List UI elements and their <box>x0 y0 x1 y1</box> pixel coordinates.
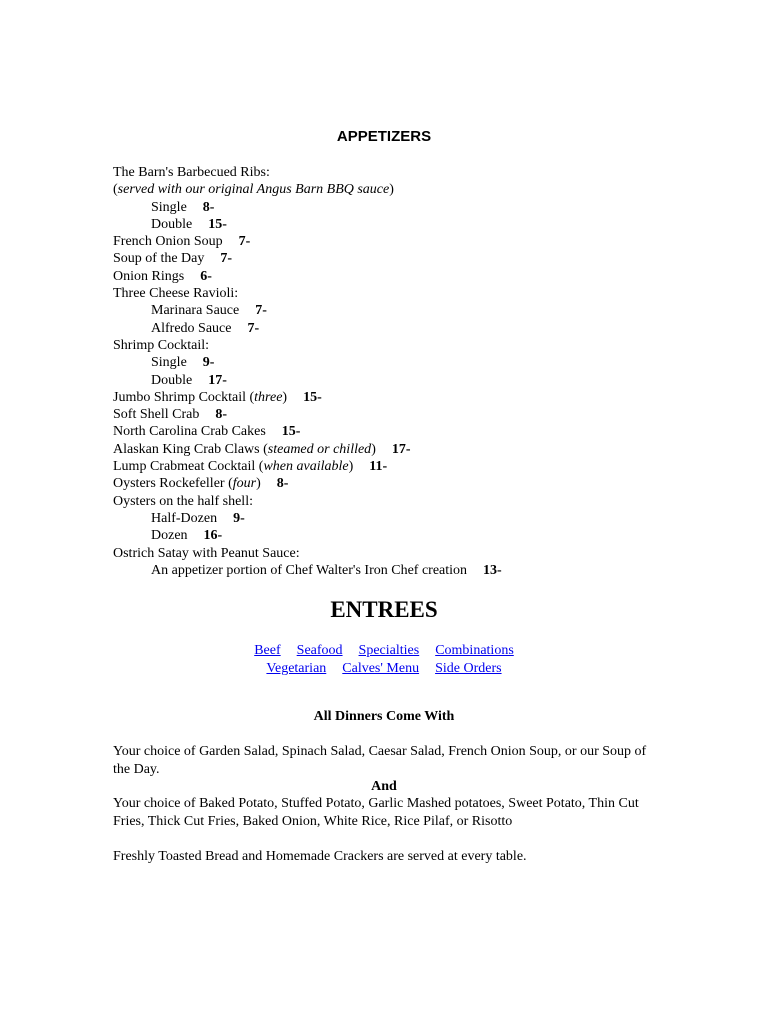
menu-item-name: Single <box>151 355 187 371</box>
menu-item-name: French Onion Soup <box>113 234 223 250</box>
menu-item <box>113 216 673 233</box>
menu-item-note: steamed or chilled <box>267 441 372 457</box>
menu-item-name: An appetizer portion of Chef Walter's Iron Chef creation <box>151 562 468 578</box>
menu-item <box>113 389 673 406</box>
menu-item-name: Half-Dozen <box>151 510 218 526</box>
menu-item <box>113 199 673 216</box>
menu-item <box>113 493 673 510</box>
menu-item <box>113 320 673 337</box>
menu-item-name: Single <box>151 199 187 215</box>
menu-item-price: 8- <box>276 476 289 492</box>
menu-item-price: 6- <box>200 268 212 284</box>
menu-item-name: Lump Crabmeat Cocktail ( <box>113 459 264 475</box>
entree-link-beef[interactable]: Beef <box>254 643 281 658</box>
menu-item-price: 7- <box>247 320 260 336</box>
entree-link-side-orders[interactable]: Side Orders <box>435 661 502 676</box>
menu-item-price: 8- <box>202 199 215 215</box>
menu-item <box>113 268 673 285</box>
menu-item-note-close: ) <box>348 459 354 475</box>
menu-item-price: 15- <box>303 389 322 405</box>
entree-link-specialties[interactable]: Specialties <box>358 643 420 658</box>
entree-link-calves-menu[interactable]: Calves' Menu <box>342 661 420 676</box>
entree-link-vegetarian[interactable]: Vegetarian <box>266 661 327 676</box>
menu-item <box>113 527 673 544</box>
menu-item <box>113 562 673 579</box>
menu-item <box>113 545 673 562</box>
side-choice-text: Your choice of Baked Potato, Stuffed Potato, Garlic Mashed potatoes, Sweet Potato, Thin Cut Fries, Thick Cut Fries, Baked Onion, White Rice, Rice Pilaf, or Risotto <box>113 796 639 829</box>
entree-category-links <box>113 642 655 678</box>
menu-item-name: Double <box>151 372 193 388</box>
menu-item-name: Alaskan King Crab Claws ( <box>113 441 268 457</box>
entree-links-row-1 <box>113 642 655 660</box>
menu-item-name: Three Cheese Ravioli: <box>113 286 239 302</box>
menu-item <box>113 354 673 371</box>
menu-item-name: Marinara Sauce <box>151 303 240 319</box>
menu-item <box>113 372 673 389</box>
menu-item <box>113 423 673 440</box>
menu-item-price: 7- <box>220 251 233 267</box>
dinners-heading: All Dinners Come With <box>313 709 455 724</box>
entrees-heading: ENTREES <box>330 597 438 622</box>
menu-item <box>113 302 673 319</box>
menu-item-name: Double <box>151 216 193 232</box>
bread-note: Freshly Toasted Bread and Homemade Crackers are served at every table. <box>113 849 527 864</box>
menu-item-price: 7- <box>255 303 267 319</box>
and-label: And <box>371 779 397 794</box>
menu-item-price: 7- <box>238 234 251 250</box>
menu-item-name: ( <box>113 182 118 198</box>
appetizer-list <box>113 164 673 579</box>
menu-item-price: 13- <box>483 562 502 578</box>
menu-item <box>113 510 673 527</box>
menu-item <box>113 181 673 198</box>
menu-item <box>113 164 673 181</box>
menu-item-name: Oysters Rockefeller ( <box>113 476 233 492</box>
menu-item-name: Soft Shell Crab <box>113 407 200 423</box>
menu-item-name: Jumbo Shrimp Cocktail ( <box>113 389 255 405</box>
menu-item-price: 17- <box>391 441 411 457</box>
menu-item <box>113 337 673 354</box>
menu-item-note: three <box>254 389 283 405</box>
salad-choice-text: Your choice of Garden Salad, Spinach Salad, Caesar Salad, French Onion Soup, or our Soup of the Day. <box>113 744 647 777</box>
menu-item-name: Shrimp Cocktail: <box>113 337 210 353</box>
menu-item <box>113 458 673 475</box>
menu-item-note: when available <box>263 459 349 475</box>
entree-links-row-2 <box>113 660 655 678</box>
entree-link-seafood[interactable]: Seafood <box>296 643 343 658</box>
entree-link-combinations[interactable]: Combinations <box>435 643 514 658</box>
menu-item-note-close: ) <box>282 389 288 405</box>
menu-item-note: served with our original Angus Barn BBQ sauce <box>117 182 390 198</box>
menu-item <box>113 475 673 492</box>
menu-item-name: Dozen <box>151 528 188 544</box>
menu-item-price: 9- <box>202 355 215 371</box>
menu-item-name: Oysters on the half shell: <box>113 493 253 509</box>
menu-item-price: 9- <box>233 510 245 526</box>
menu-item-name: Soup of the Day <box>113 251 205 267</box>
menu-item-name: North Carolina Crab Cakes <box>113 424 266 440</box>
menu-item <box>113 285 673 302</box>
menu-item-name: Onion Rings <box>113 268 185 284</box>
menu-item-price: 17- <box>208 372 227 388</box>
menu-item <box>113 441 673 458</box>
menu-item-name: Ostrich Satay with Peanut Sauce: <box>113 545 300 561</box>
menu-item <box>113 250 673 267</box>
menu-item-note-close: ) <box>371 441 376 457</box>
menu-item-name: The Barn's Barbecued Ribs: <box>113 165 270 180</box>
appetizers-heading: APPETIZERS <box>336 128 432 145</box>
menu-item-price: 11- <box>369 459 388 475</box>
menu-item <box>113 233 673 250</box>
menu-item-note-close: ) <box>389 182 394 198</box>
menu-item-price: 15- <box>208 216 227 232</box>
menu-item-note-close: ) <box>256 476 261 492</box>
menu-item-price: 8- <box>215 407 228 423</box>
menu-item <box>113 406 673 423</box>
menu-item-price: 16- <box>203 528 223 544</box>
menu-item-name: Alfredo Sauce <box>151 320 232 336</box>
menu-item-note: four <box>232 476 257 492</box>
menu-item-price: 15- <box>281 424 301 440</box>
